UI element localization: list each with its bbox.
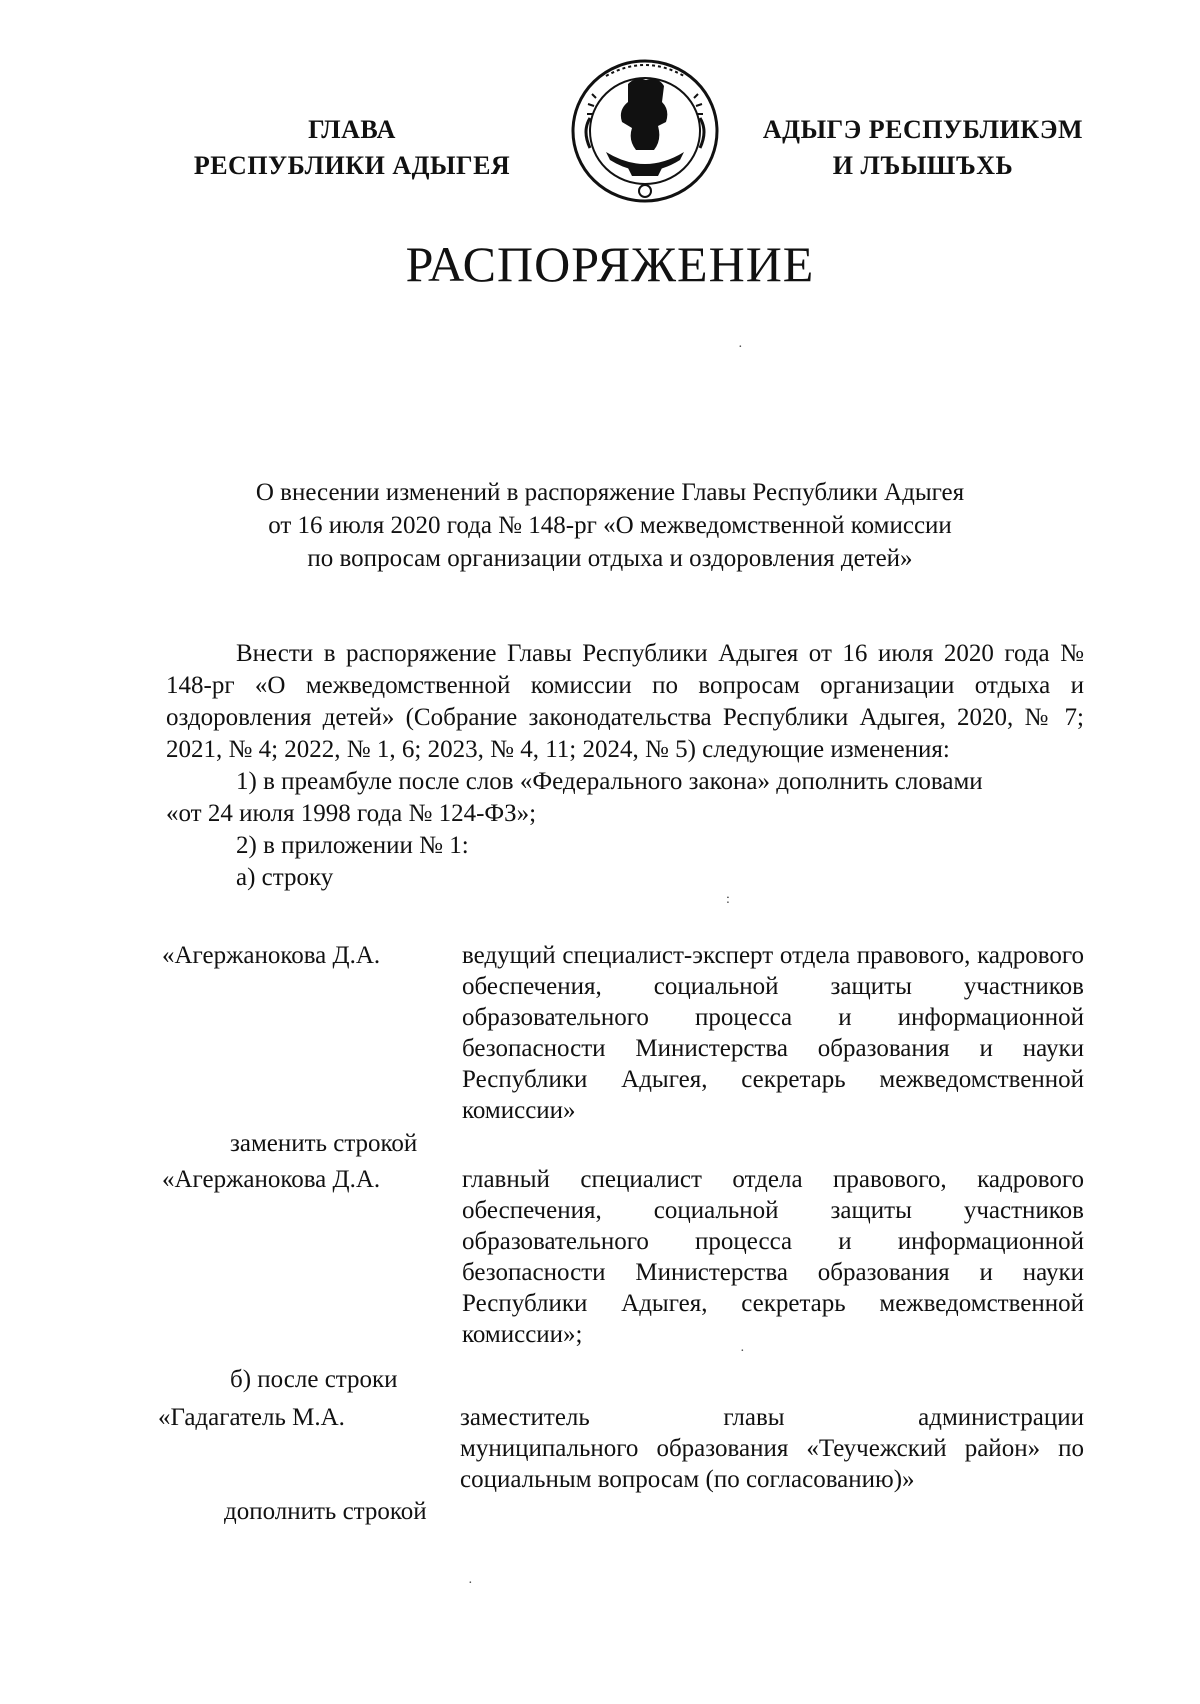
item1-line1: 1) в преамбуле после слов «Федерального закона» дополнить словами	[236, 768, 983, 795]
item2a: а) строку	[236, 864, 334, 891]
header-left	[168, 112, 536, 184]
subject-line3: по вопросам организации отдыха и оздоровления детей»	[307, 545, 913, 572]
after-label: б) после строки	[230, 1366, 398, 1393]
header-right-line1: АДЫГЭ РЕСПУБЛИКЭМ	[762, 115, 1084, 144]
item1-line2: «от 24 июля 1998 года № 124-ФЗ»;	[166, 800, 537, 827]
after-entry-description	[460, 1402, 1084, 1495]
document-subject	[200, 476, 1020, 575]
after-desc-rest: муниципального образования «Теучежский район» по социальным вопросам (по согласованию)»	[460, 1435, 1084, 1493]
subject-line2: от 16 июля 2020 года № 148-рг «О межведомственной комиссии	[268, 512, 952, 539]
document-body	[166, 638, 1084, 894]
add-label: дополнить строкой	[224, 1498, 427, 1525]
scan-speck: ·	[468, 1576, 473, 1591]
new-entry-name: «Агержанокова Д.А.	[162, 1166, 381, 1193]
coat-of-arms-emblem	[566, 56, 724, 206]
scan-speck: ·	[740, 1344, 745, 1359]
old-entry-name: «Агержанокова Д.А.	[162, 942, 381, 969]
replace-label: заменить строкой	[230, 1130, 418, 1157]
after-entry-name: «Гадагатель М.А.	[158, 1404, 345, 1431]
header-right	[738, 112, 1108, 184]
after-desc-line1: заместитель главы администрации	[460, 1404, 1084, 1431]
subject-line1: О внесении изменений в распоряжение Главы Республики Адыгея	[255, 479, 965, 506]
scan-speck: :	[726, 892, 730, 907]
old-entry-description: ведущий специалист-эксперт отдела правового, кадрового обеспечения, социальной защиты участников образовательного процесса и информационной безопасности Министерства образования и науки Республики Адыгея, секретарь межведомственной комиссии»	[462, 942, 1084, 1124]
header-left-line1: ГЛАВА	[308, 115, 396, 144]
new-entry-description: главный специалист отдела правового, кадрового обеспечения, социальной защиты участников образовательного процесса и информационной безопасности Министерства образования и науки Республики Адыгея, секретарь межведомственной комиссии»;	[462, 1166, 1084, 1348]
document-type-title: РАСПОРЯЖЕНИЕ	[405, 236, 815, 292]
header-right-line2: И ЛЪЫШЪХЬ	[832, 151, 1014, 180]
header-left-line2: РЕСПУБЛИКИ АДЫГЕЯ	[193, 151, 511, 180]
scan-speck: ·	[738, 340, 743, 355]
item2: 2) в приложении № 1:	[236, 832, 469, 859]
intro-paragraph: Внести в распоряжение Главы Республики Адыгея от 16 июля 2020 года № 148-рг «О межведомственной комиссии по вопросам организации отдыха и оздоровления детей» (Собрание законодательства Республики Адыгея, 2020, № 7; 2021, № 4; 2022, № 1, 6; 2023, № 4, 11; 2024, № 5) следующие изменения:	[166, 640, 1084, 763]
